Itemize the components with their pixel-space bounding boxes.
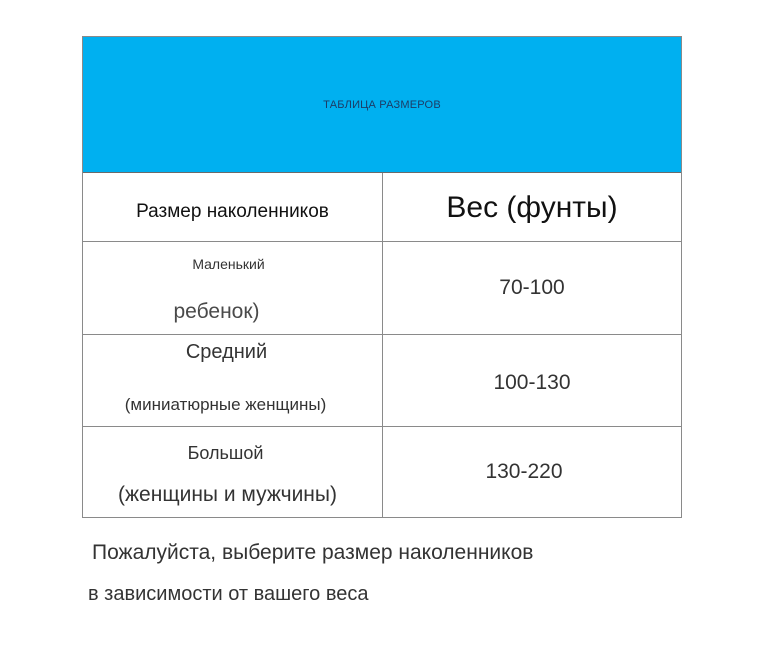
- size-name: Средний: [185, 341, 268, 363]
- weight-cell: [383, 335, 681, 426]
- chart-title: ТАБЛИЦА РАЗМЕРОВ: [323, 98, 441, 111]
- size-name: Большой: [187, 443, 264, 463]
- size-cell: [83, 242, 383, 334]
- size-note: (женщины и мужчины): [118, 483, 337, 506]
- table-row: [83, 335, 681, 427]
- chart-banner: [83, 37, 681, 173]
- size-name: Маленький: [192, 256, 265, 272]
- size-column-header: Размер наколенников: [83, 173, 383, 241]
- table-header-row: [83, 173, 681, 242]
- size-note: ребенок): [173, 300, 260, 323]
- table-row: [83, 242, 681, 335]
- size-cell: [83, 427, 383, 517]
- footnote-line-2: в зависимости от вашего веса: [88, 583, 369, 605]
- footnote-line-1: Пожалуйста, выберите размер наколенников: [92, 541, 534, 564]
- size-cell: [83, 335, 383, 426]
- weight-cell: [383, 427, 681, 517]
- weight-cell: [383, 242, 681, 334]
- size-note: (миниатюрные женщины): [124, 395, 327, 414]
- table-row: [83, 427, 681, 517]
- weight-range: 130-220: [485, 460, 563, 483]
- weight-column-header: Вес (фунты): [446, 191, 618, 224]
- weight-range: 100-130: [493, 370, 571, 394]
- weight-range: 70-100: [499, 276, 565, 299]
- size-chart: [82, 36, 682, 518]
